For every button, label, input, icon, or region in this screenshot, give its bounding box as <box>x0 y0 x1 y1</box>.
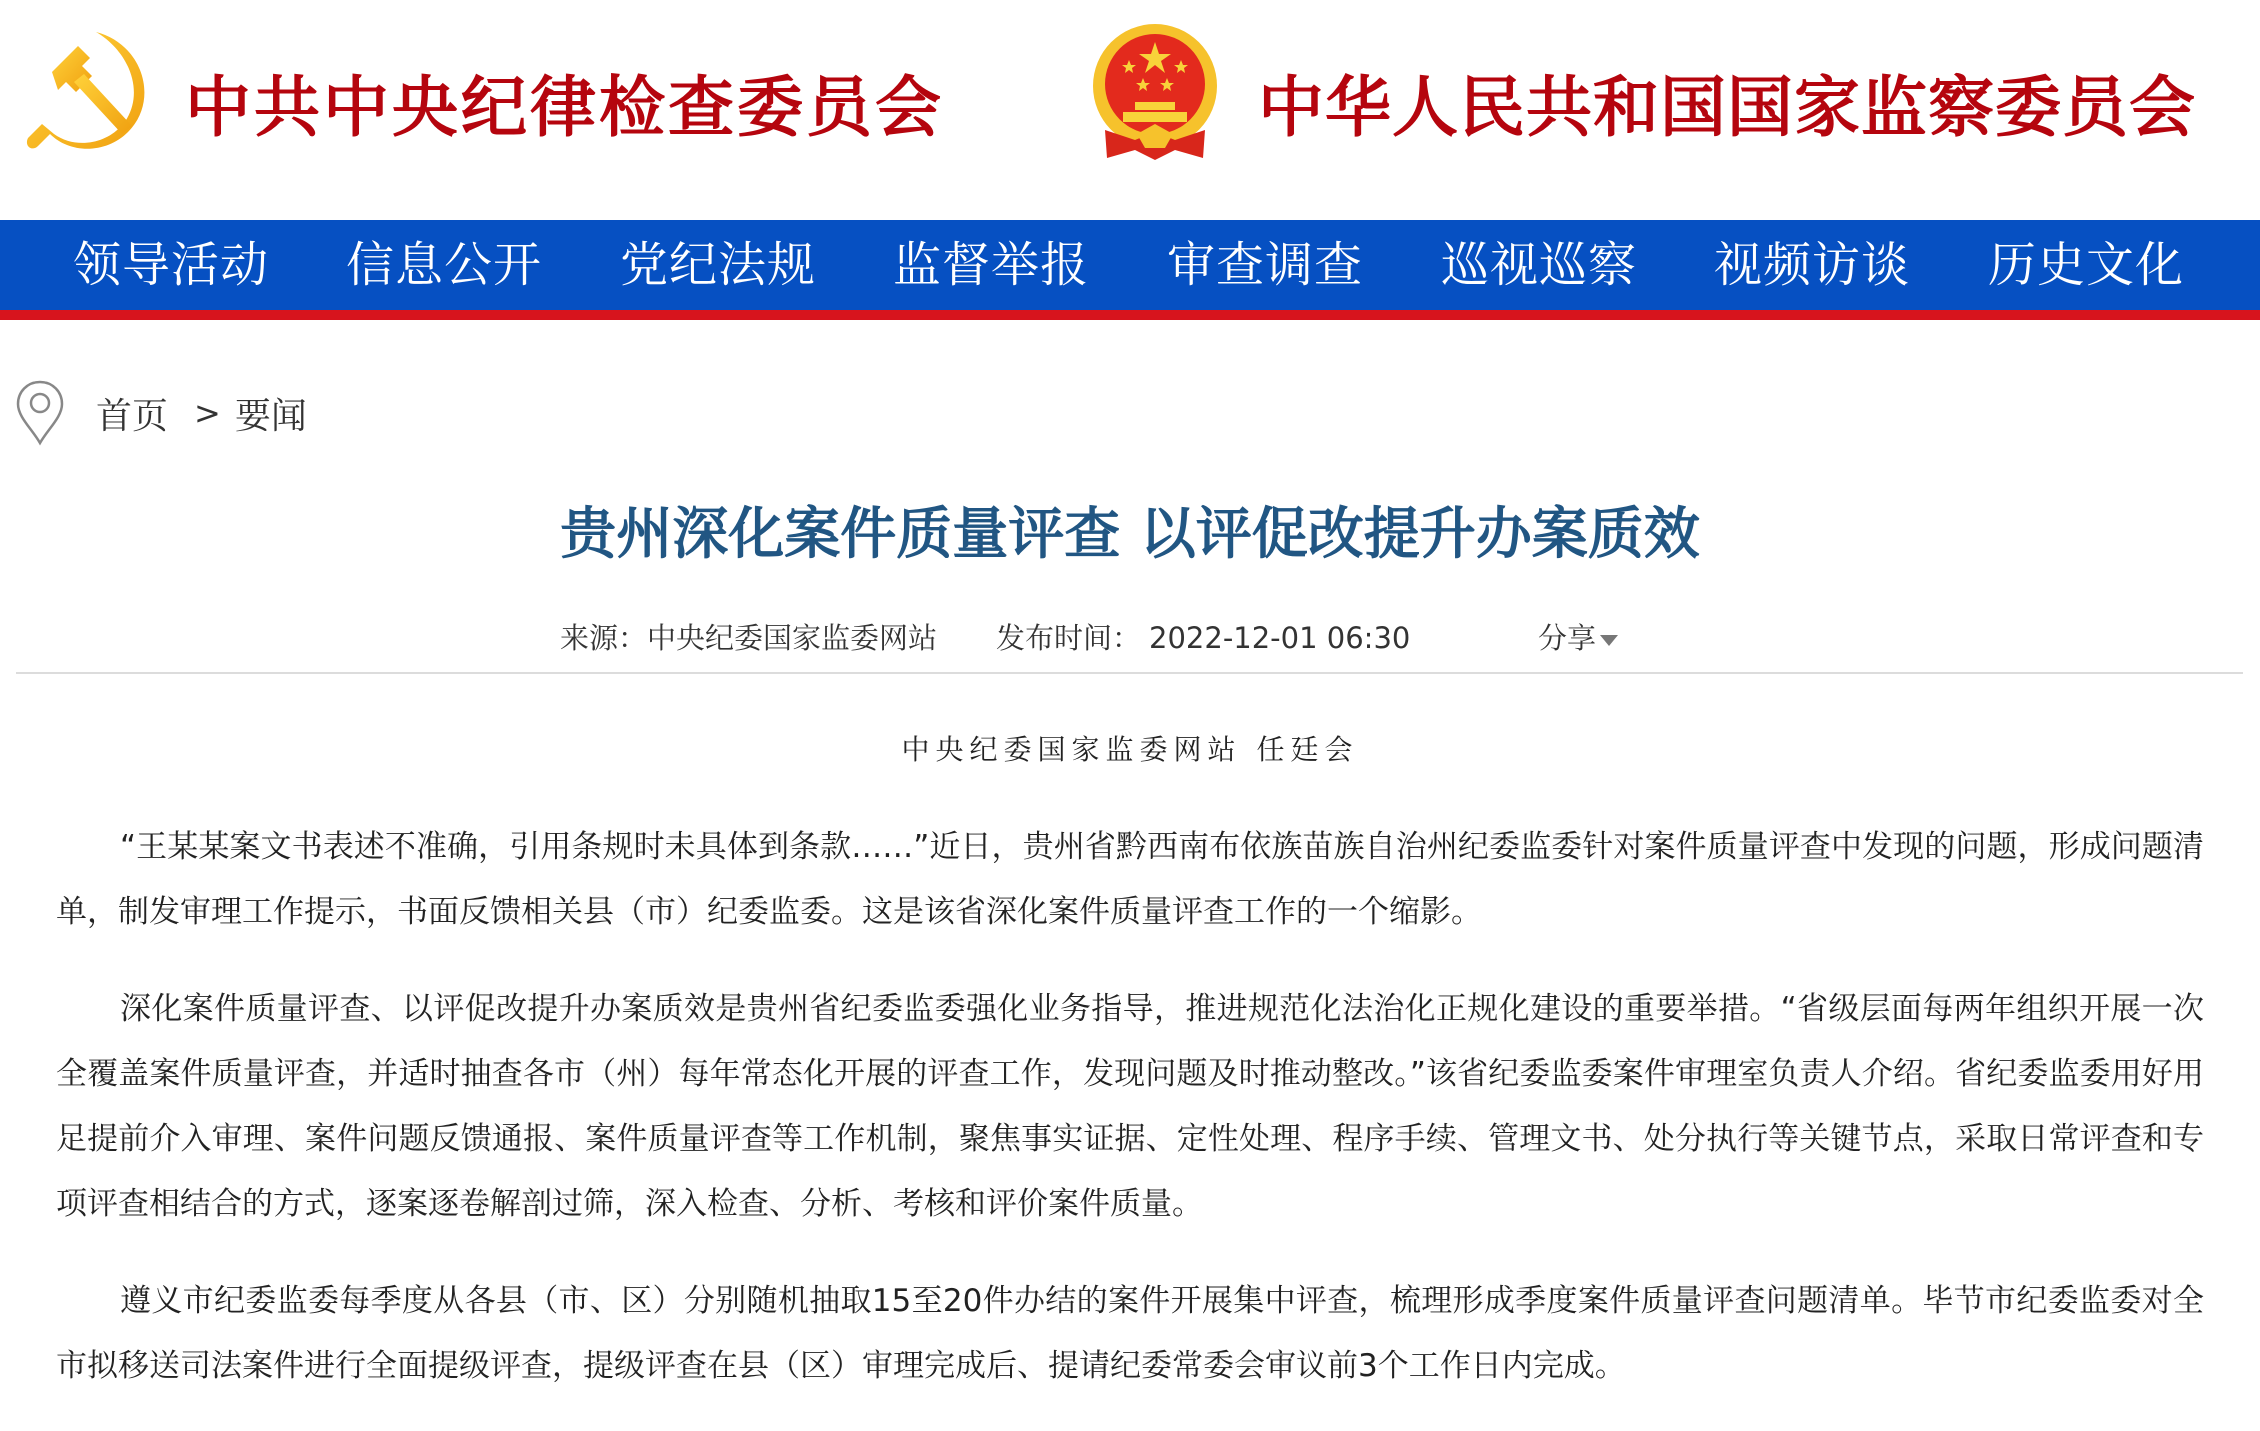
location-pin-icon <box>14 379 66 447</box>
nav-item-inspection[interactable]: 巡视巡察 <box>1441 237 1638 293</box>
breadcrumb-home[interactable]: 首页 <box>96 395 169 437</box>
nav-item-investigation[interactable]: 审查调查 <box>1167 237 1364 293</box>
article-body <box>56 815 2204 1431</box>
paragraph: 深化案件质量评查、以评促改提升办案质效是贵州省纪委监委强化业务指导，推进规范化法治化正规化建设的重要举措。“省级层面每两年组织开展一次全覆盖案件质量评查，并适时抽查各市（州）每年常态化开展的评查工作，发现问题及时推动整改。”该省纪委监委案件审理室负责人介绍。省纪委监委用好用足提前介入审理、案件问题反馈通报、案件质量评查等工作机制，聚焦事实证据、定性处理、程序手续、管理文书、处分执行等关键节点，采取日常评查和专项评查相结合的方式，逐案逐卷解剖过筛，深入检查、分析、考核和评价案件质量。 <box>56 991 2204 1222</box>
nav-item-history[interactable]: 历史文化 <box>1988 237 2185 293</box>
share-label: 分享 <box>1538 621 1597 655</box>
header-divider <box>16 672 2243 674</box>
publish-time-value: 2022-12-01 06:30 <box>1149 621 1411 655</box>
breadcrumb-current[interactable]: 要闻 <box>234 395 307 437</box>
paragraph: “王某某案文书表述不准确，引用条规时未具体到条款……”近日，贵州省黔西南布依族苗族自治州纪委监委针对案件质量评查中发现的问题，形成问题清单，制发审理工作提示，书面反馈相关县（市）纪委监委。这是该省深化案件质量评查工作的一个缩影。 <box>56 829 2204 930</box>
national-emblem-icon[interactable] <box>1085 20 1225 165</box>
publish-time-label: 发布时间： <box>996 621 1142 655</box>
article-byline: 中央纪委国家监委网站 任廷会 <box>901 733 1359 766</box>
breadcrumb <box>14 378 307 448</box>
article-publish-time <box>996 618 1410 658</box>
paragraph: 遵义市纪委监委每季度从各县（市、区）分别随机抽取15至20件办结的案件开展集中评查，梳理形成季度案件质量评查问题清单。毕节市纪委监委对全市拟移送司法案件进行全面提级评查，提级评查在县（区）审理完成后、提请纪委常委会审议前3个工作日内完成。 <box>56 1283 2204 1384</box>
nav-item-reporting[interactable]: 监督举报 <box>893 237 1090 293</box>
nav-item-video[interactable]: 视频访谈 <box>1714 237 1911 293</box>
caret-down-icon <box>1600 635 1618 646</box>
share-dropdown[interactable] <box>1538 618 1618 658</box>
breadcrumb-separator: > <box>194 394 221 432</box>
nav-red-stripe <box>0 310 2260 320</box>
main-nav <box>0 220 2260 310</box>
nsc-title[interactable]: 中华人民共和国国家监察委员会 <box>1258 68 2196 146</box>
party-emblem-icon[interactable] <box>18 22 158 162</box>
nav-item-regulations[interactable]: 党纪法规 <box>620 237 817 293</box>
article-source: 来源：中央纪委国家监委网站 <box>560 621 938 655</box>
article-title: 贵州深化案件质量评查 以评促改提升办案质效 <box>560 502 1700 567</box>
nav-item-disclosure[interactable]: 信息公开 <box>346 237 543 293</box>
ccdi-title[interactable]: 中共中央纪律检查委员会 <box>185 68 944 146</box>
site-header <box>0 0 2260 220</box>
nav-item-leadership[interactable]: 领导活动 <box>73 237 270 293</box>
